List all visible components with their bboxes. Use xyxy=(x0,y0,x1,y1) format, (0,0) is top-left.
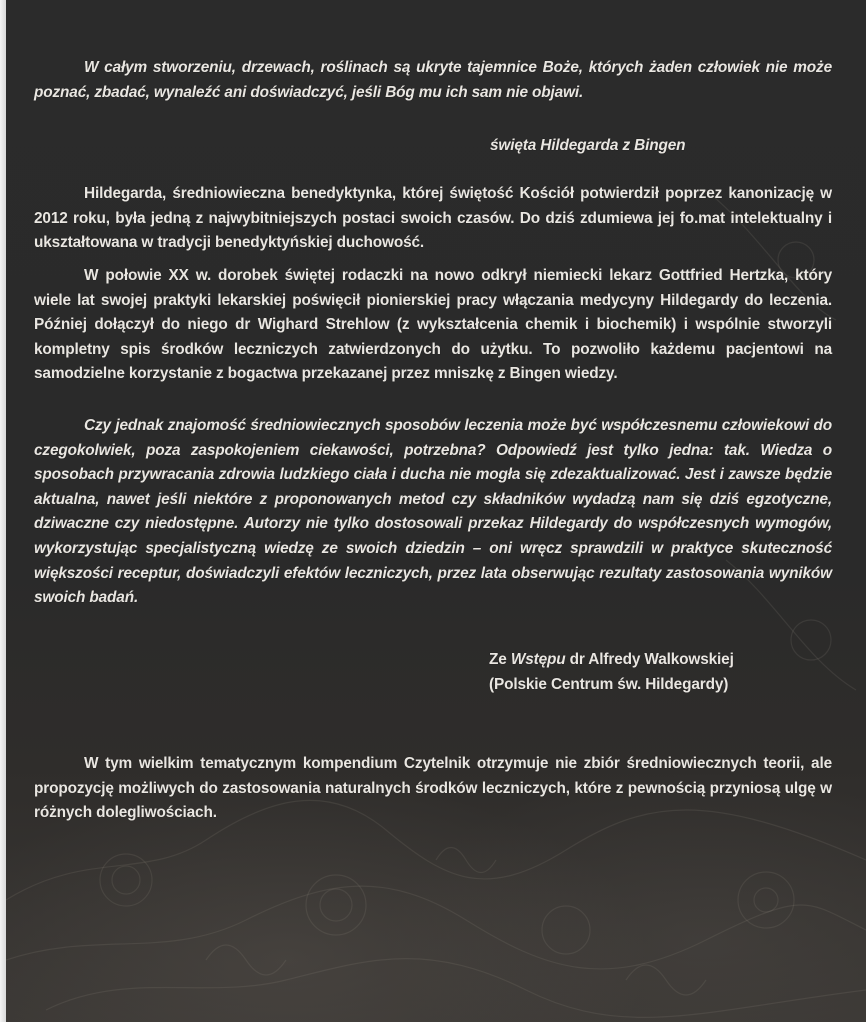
intro-paragraph-1: Hildegarda, średniowieczna benedyktynka, której świętość Kościół potwierdził poprzez kanonizację w 2012 roku, była jedną z najwybitniejszych postaci swoich czasów. Do dziś zdumiewa jej fo.mat intelektualny i ukształtowana w tradycji benedyktyńskiej duchowość. xyxy=(34,185,832,252)
attribution-author: dr Alfredy Walkowskiej xyxy=(569,651,734,668)
closing-paragraph: W tym wielkim tematycznym kompendium Czytelnik otrzymuje nie zbiór średniowiecznych teorii, ale propozycję możliwych do zastosowania naturalnych środków leczniczych, które z pewnością przyniosą ulgę w różnych dolegliwościach. xyxy=(34,755,832,822)
excerpt-paragraph: Czy jednak znajomość średniowiecznych sposobów leczenia może być współczesnemu człowiekowi do czegokolwiek, poza zaspokojeniem ciekawości, potrzebna? Odpowiedź jest tylko jedna: tak. Wiedza o sposobach przywracania zdrowia ludzkiego ciała i ducha nie mogła się zdezaktualizować. Jest i zawsze będzie aktualna, nawet jeśli niektóre z proponowanych metod czy składników wydadzą nam się dziś egzotyczne, dziwaczne czy niedostępne. Autorzy nie tylko dostosowali przekaz Hildegardy do współczesnych wymogów, wykorzystując specjalistyczną wiedzę ze swoich dziedzin – oni wręcz sprawdzili w praktyce skuteczność większości receptur, doświadczyli efektów leczniczych, przez lata obserwując rezultaty zastosowania wyników swoich badań. xyxy=(34,417,832,607)
attribution-prefix: Ze xyxy=(489,651,507,668)
attribution-work: Wstępu xyxy=(510,651,566,668)
back-cover xyxy=(6,0,866,1022)
intro-paragraph-2: W połowie XX w. dorobek świętej rodaczki na nowo odkrył niemiecki lekarz Gottfried Hertzka, który wiele lat swojej praktyki lekarskiej poświęcił pionierskiej pracy włączania medycyny Hildegardy do leczenia. Później dołączył do niego dr Wighard Strehlow (z wykształcenia chemik i biochemik) i wspólnie stworzyli kompletny spis środków leczniczych zatwierdzonych do użytku. To pozwoliło każdemu pacjentowi na samodzielne korzystanie z bogactwa przekazanej przez mniszkę z Bingen wiedzy. xyxy=(34,267,832,383)
attribution-organization: (Polskie Centrum św. Hildegardy) xyxy=(489,676,729,693)
excerpt-attribution xyxy=(489,648,829,673)
quote-author: święta Hildegarda z Bingen xyxy=(490,137,686,154)
opening-quote: W całym stworzeniu, drzewach, roślinach są ukryte tajemnice Boże, których żaden człowiek nie może poznać, zbadać, wynaleźć ani doświadczyć, jeśli Bóg mu ich sam nie objawi. xyxy=(34,59,832,101)
